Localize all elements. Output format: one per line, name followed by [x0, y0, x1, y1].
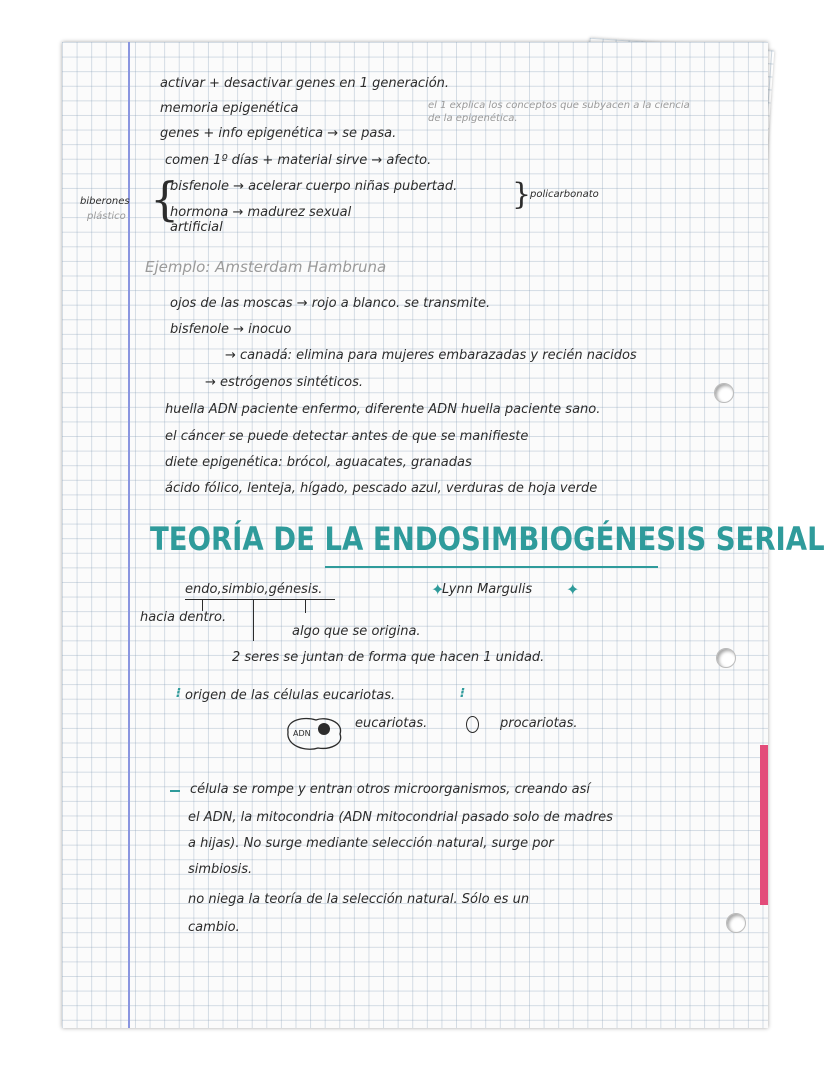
branch-line — [305, 599, 306, 613]
note-line: el cáncer se puede detectar antes de que se manifieste — [165, 429, 529, 444]
left-brace: { — [150, 172, 180, 226]
paragraph-line: simbiosis. — [188, 862, 253, 877]
dna-label: ADN — [293, 729, 311, 738]
note-line: ácido fólico, lenteja, hígado, pescado azul, verduras de hoja verde — [165, 481, 598, 496]
eukaryote-label: eucariotas. — [355, 716, 428, 731]
prokaryotic-cell-icon — [466, 716, 479, 733]
paragraph-line: cambio. — [188, 920, 240, 935]
title-underline — [325, 566, 658, 568]
paragraph-line: célula se rompe y entran otros microorganismos, creando así — [190, 782, 590, 797]
note-line: memoria epigenética — [160, 101, 299, 116]
note-line: → canadá: elimina para mujeres embarazadas y recién nacidos — [225, 348, 637, 363]
note-line: activar + desactivar genes en 1 generación. — [160, 76, 450, 91]
root-meaning: 2 seres se juntan de forma que hacen 1 unidad. — [232, 650, 545, 665]
branch-line — [253, 599, 254, 641]
side-label: biberones — [80, 196, 130, 207]
note-line: diete epigenética: brócol, aguacates, granadas — [165, 455, 472, 470]
word-underline — [185, 599, 335, 600]
example-heading: Ejemplo: Amsterdam Hambruna — [145, 258, 387, 276]
note-line: bisfenole → inocuo — [170, 322, 292, 337]
note-line: → estrógenos sintéticos. — [205, 375, 363, 390]
section-title: TEORÍA DE LA ENDOSIMBIOGÉNESIS SERIAL — [150, 520, 825, 558]
sparkle-icon: ✦ — [431, 580, 445, 599]
paragraph-line: no niega la teoría de la selección natural. Sólo es un — [188, 892, 530, 907]
side-label-sub: plástico — [87, 211, 126, 222]
paragraph-line: a hijas). No surge mediante selección natural, surge por — [188, 836, 554, 851]
sparkle-icon: ✦ — [566, 580, 580, 599]
word-breakdown: endo,simbio,génesis. — [185, 582, 323, 597]
origin-heading: origen de las células eucariotas. — [185, 688, 396, 703]
right-brace: } — [512, 177, 532, 212]
note-line: ojos de las moscas → rojo a blanco. se transmite. — [170, 296, 491, 311]
sparkle-icon: ⁝ — [176, 686, 181, 701]
note-line: huella ADN paciente enfermo, diferente ADN huella paciente sano. — [165, 402, 601, 417]
punch-hole — [716, 648, 736, 668]
punch-hole — [726, 913, 746, 933]
suffix-meaning: algo que se origina. — [292, 624, 421, 639]
prefix-meaning: hacia dentro. — [140, 610, 227, 625]
note-line: comen 1º días + material sirve → afecto. — [165, 153, 432, 168]
prokaryote-label: procariotas. — [500, 716, 578, 731]
sparkle-icon: ⁝ — [460, 686, 465, 701]
margin-line — [128, 42, 130, 1028]
author-name: Lynn Margulis — [442, 582, 533, 597]
side-note: el 1 explica los conceptos que subyacen a la ciencia de la epigenética. — [428, 100, 690, 124]
note-line: hormona → madurez sexual — [170, 205, 352, 220]
note-line: bisfenole → acelerar cuerpo niñas pubertad. — [170, 179, 458, 194]
note-line: genes + info epigenética → se pasa. — [160, 126, 397, 141]
paragraph-line: el ADN, la mitocondria (ADN mitocondrial pasado solo de madres — [188, 810, 613, 825]
page-edge-strip — [760, 745, 768, 905]
punch-hole — [714, 383, 734, 403]
brace-note: policarbonato — [530, 189, 599, 200]
bullet-dash — [170, 790, 180, 792]
note-line: artificial — [170, 220, 223, 235]
eukaryotic-cell-icon — [282, 714, 346, 752]
